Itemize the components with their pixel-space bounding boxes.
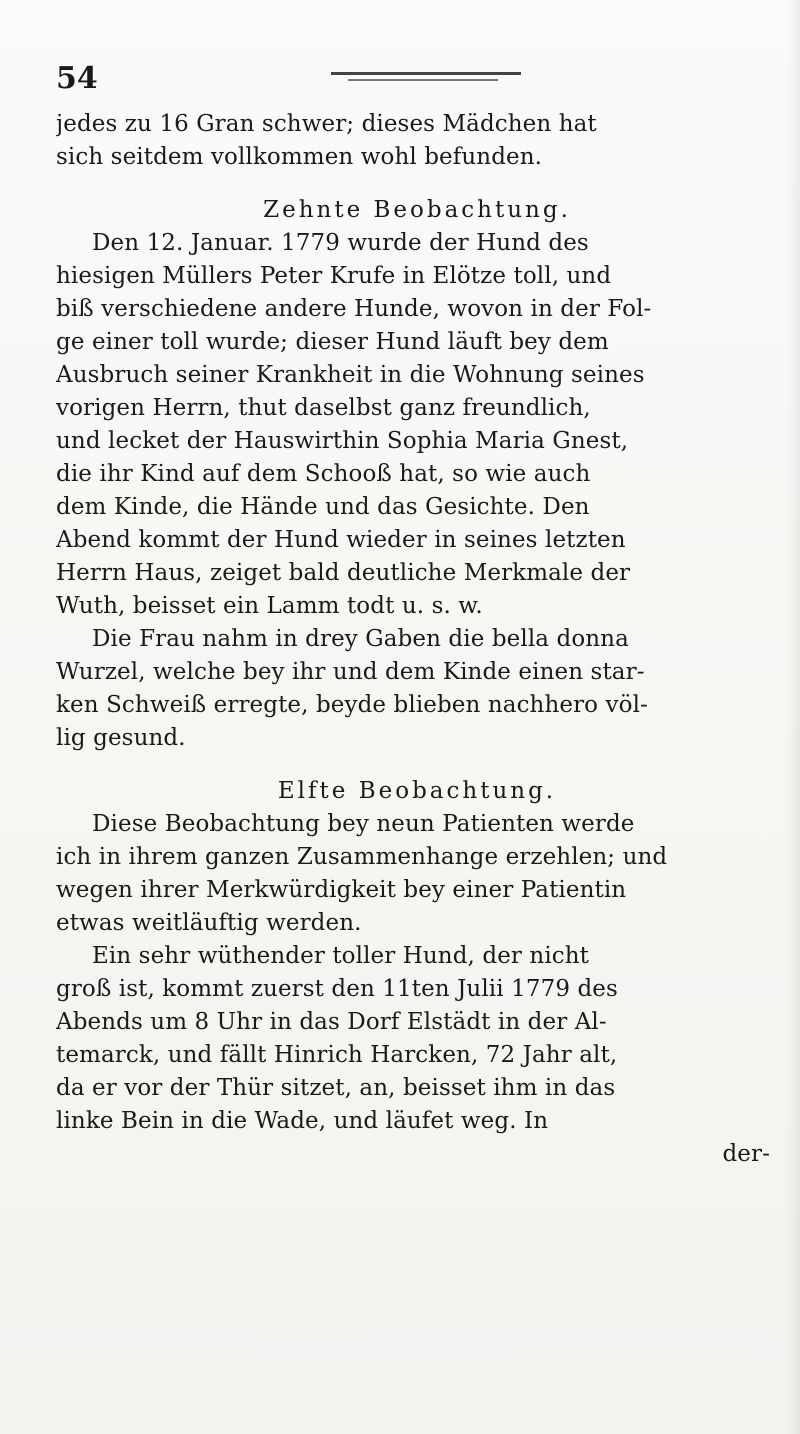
text-line: Ein sehr wüthender toller Hund, der nicht <box>92 943 590 969</box>
text-line: hiesigen Müllers Peter Krufe in Elötze toll, und <box>56 263 612 289</box>
text-line: Abends um 8 Uhr in das Dorf Elstädt in der Al- <box>56 1009 607 1035</box>
text-line: Herrn Haus, zeiget bald deutliche Merkmale der <box>56 560 631 586</box>
text-line: ge einer toll wurde; dieser Hund läuft bey dem <box>56 329 609 355</box>
text-line: die ihr Kind auf dem Schooß hat, so wie auch <box>56 461 591 487</box>
text-line: etwas weitläuftig werden. <box>56 910 362 936</box>
page-header <box>56 58 756 98</box>
text-line: lig gesund. <box>56 725 186 751</box>
text-line: Den 12. Januar. 1779 wurde der Hund des <box>92 230 589 256</box>
header-ornament-rule-secondary <box>348 79 498 81</box>
text-line: linke Bein in die Wade, und läufet weg. In <box>56 1108 549 1134</box>
text-line: temarck, und fällt Hinrich Harcken, 72 Jahr alt, <box>56 1042 618 1068</box>
section-heading-tenth: Zehnte Beobachtung. <box>263 197 571 223</box>
catchword: der- <box>722 1141 770 1167</box>
text-line: sich seitdem vollkommen wohl befunden. <box>56 144 543 170</box>
text-line: Diese Beobachtung bey neun Patienten werde <box>92 811 635 837</box>
page-edge-shadow <box>786 0 800 1434</box>
text-line: da er vor der Thür sitzet, an, beisset ihm in das <box>56 1075 616 1101</box>
section-heading-eleventh: Elfte Beobachtung. <box>277 778 557 804</box>
text-line: jedes zu 16 Gran schwer; dieses Mädchen hat <box>56 111 597 137</box>
text-line: und lecket der Hauswirthin Sophia Maria Gnest, <box>56 428 629 454</box>
text-line: groß ist, kommt zuerst den 11ten Julii 1779 des <box>56 976 618 1002</box>
paragraph-treatment <box>56 623 778 755</box>
text-line: vorigen Herrn, thut daselbst ganz freundlich, <box>56 395 591 421</box>
text-line: ken Schweiß erregte, beyde blieben nachhero völ- <box>56 692 648 718</box>
text-line: Ausbruch seiner Krankheit in die Wohnung seines <box>56 362 645 388</box>
text-line: Abend kommt der Hund wieder in seines letzten <box>56 527 626 553</box>
text-line: Wurzel, welche bey ihr und dem Kinde einen star- <box>56 659 645 685</box>
text-line: biß verschiedene andere Hunde, wovon in der Fol- <box>56 296 652 322</box>
text-line: Die Frau nahm in drey Gaben die bella donna <box>92 626 629 652</box>
page-body <box>56 108 778 1171</box>
text-line: wegen ihrer Merkwürdigkeit bey einer Patientin <box>56 877 627 903</box>
text-line: Wuth, beisset ein Lamm todt u. s. w. <box>56 593 483 619</box>
page-number: 54 <box>56 61 98 96</box>
paragraph-eleventh-intro <box>56 808 778 940</box>
header-ornament-rule <box>331 72 521 75</box>
paragraph-eleventh-case <box>56 940 778 1138</box>
paragraph-tenth-observation <box>56 227 778 623</box>
paragraph-continuation <box>56 108 778 174</box>
text-line: dem Kinde, die Hände und das Gesichte. Den <box>56 494 590 520</box>
text-line: ich in ihrem ganzen Zusammenhange erzehlen; und <box>56 844 668 870</box>
